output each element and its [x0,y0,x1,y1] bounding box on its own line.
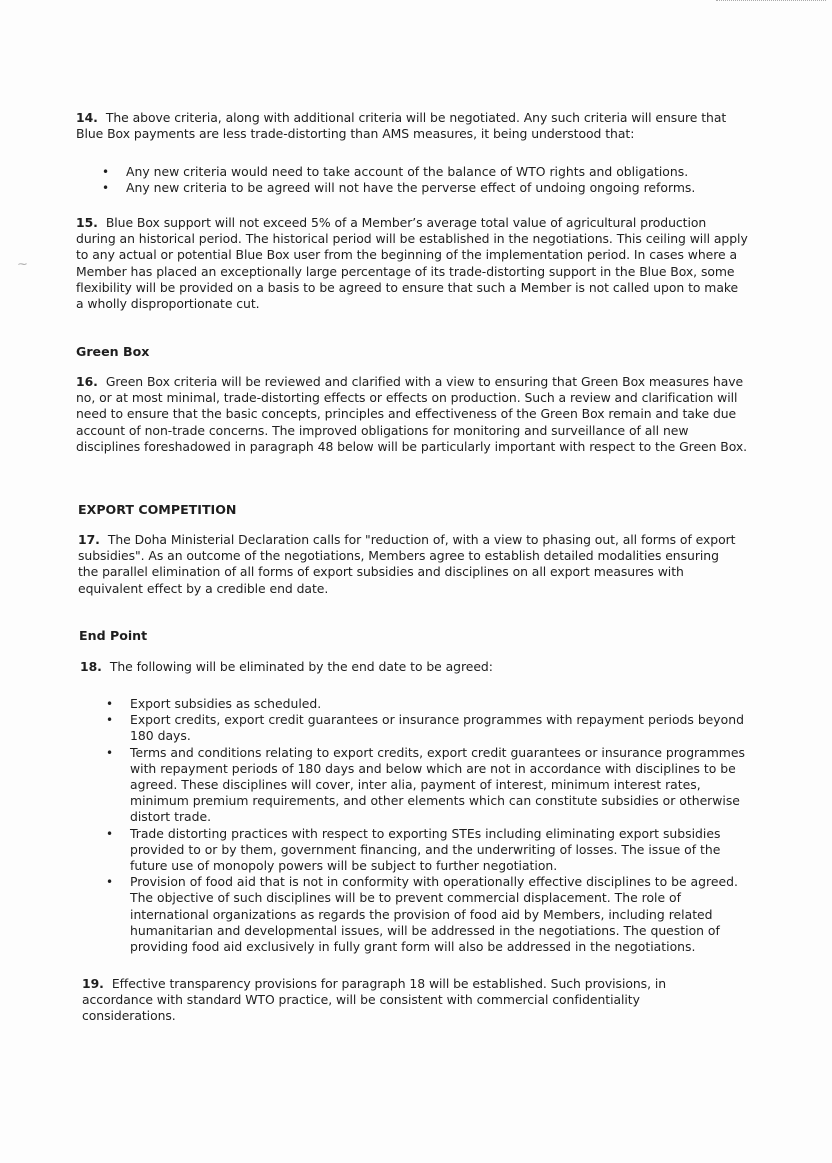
bullet-icon: • [102,181,110,196]
paragraph-16 [76,374,750,455]
list-item: • Any new criteria to be agreed will not have the perverse effect of undoing ongoing reforms. [102,180,696,196]
scan-artifact [716,0,826,5]
paragraph-19 [82,976,732,1025]
list-item: • Export credits, export credit guarantees or insurance programmes with repayment periods beyond 180 days. [106,712,744,744]
paragraph-text: Green Box criteria will be reviewed and clarified with a view to ensuring that Green Box measures have no, or at most minimal, trade-distorting effects or effects on production. Such a review and clarification will need to ensure that the basic concepts, principles and effectiveness of the Green Box remain and take due account of non-trade concerns. The improved obligations for monitoring and surveillance of all new disciplines foreshadowed in paragraph 48 below will be particularly important with respect to the Green Box. [76,374,748,454]
paragraph-14 [76,110,756,142]
paragraph-text: Blue Box support will not exceed 5% of a Member’s average total value of agricultural production during an historical period. The historical period will be established in the negotiations. This ceiling will apply to any actual or potential Blue Box user from the beginning of the implementation period. In cases where a Member has placed an exceptionally large percentage of its trade-distorting support in the Blue Box, some flexibility will be provided on a basis to be agreed to ensure that such a Member is not called upon to make a wholly disproportionate cut. [76,215,748,312]
paragraph-18-bullets [106,696,754,955]
bullet-icon: • [106,745,114,760]
paragraph-text: The following will be eliminated by the end date to be agreed: [109,659,493,674]
paragraph-number: 15. [76,215,98,230]
paragraph-number: 19. [82,976,104,991]
section-heading-end-point: End Point [79,628,148,643]
list-item: • Provision of food aid that is not in conformity with operationally effective disciplines to be agreed. The objective of such disciplines will be to prevent commercial displacement. The role of international organizations as regards the provision of food aid by Members, including related humanitarian and developmental issues, will be addressed in the negotiations. The question of providing food aid exclusively in fully grant form will also be addressed in the negotiations. [106,874,738,955]
section-heading-green-box: Green Box [76,344,150,359]
bullet-icon: • [106,713,114,728]
scan-mark: ⁓ [18,260,27,270]
list-item: • Any new criteria would need to take account of the balance of WTO rights and obligations. [102,164,689,179]
paragraph-15 [76,215,748,312]
section-heading-export-competition: EXPORT COMPETITION [78,502,237,517]
bullet-icon: • [106,697,114,711]
paragraph-text: Effective transparency provisions for paragraph 18 will be established. Such provisions, in accordance with standard WTO practice, will be consistent with commercial confidentiality considerations. [82,976,667,1024]
paragraph-18 [80,659,740,675]
paragraph-17 [78,532,738,597]
bullet-icon: • [106,826,114,841]
paragraph-text: The Doha Ministerial Declaration calls for "reduction of, with a view to phasing out, all forms of export subsidies". As an outcome of the negotiations, Members agree to establish detailed modalities ensuring the parallel elimination of all forms of export subsidies and disciplines on all export measures with equivalent effect by a credible end date. [78,532,736,596]
paragraph-number: 17. [78,532,100,547]
paragraph-number: 18. [80,659,102,674]
bullet-icon: • [106,875,114,890]
list-item: • Trade distorting practices with respect to exporting STEs including eliminating export subsidies provided to or by them, government financing, and the underwriting of losses. The issue of the future use of monopoly powers will be subject to further negotiation. [106,825,721,874]
bullet-icon: • [102,165,110,179]
list-item: • Export subsidies as scheduled. [106,696,322,711]
paragraph-number: 16. [76,374,98,389]
paragraph-14-bullets [102,164,762,196]
paragraph-number: 14. [76,110,98,125]
list-item: • Terms and conditions relating to export credits, export credit guarantees or insurance programmes with repayment periods of 180 days and below which are not in accordance with disciplines to be agreed. These disciplines will cover, inter alia, payment of interest, minimum interest rates, minimum premium requirements, and other elements which can constitute subsidies or otherwise distort trade. [106,744,745,825]
paragraph-text: The above criteria, along with additional criteria will be negotiated. Any such criteria will ensure that Blue Box payments are less trade-distorting than AMS measures, it being understood that: [76,110,727,142]
